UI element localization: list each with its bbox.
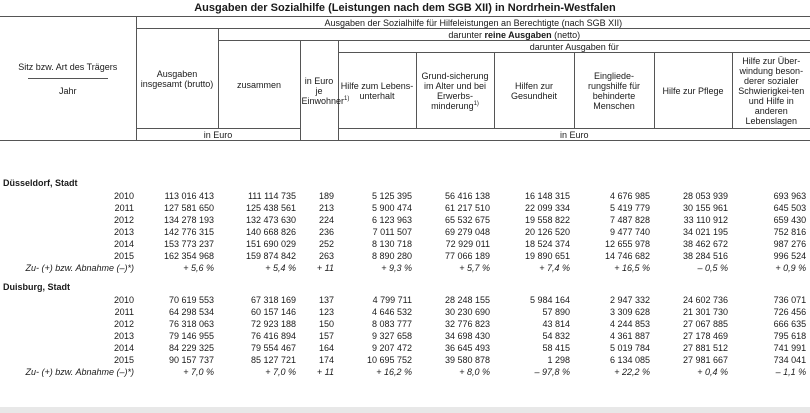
change-cell: + 5,6 %: [183, 263, 214, 273]
value-cell: 736 071: [773, 295, 807, 305]
value-cell: 734 041: [773, 355, 807, 365]
change-cell: + 5,7 %: [459, 263, 490, 273]
value-cell: 79 146 955: [168, 331, 214, 341]
table-row: [0, 202, 810, 214]
value-cell: 645 503: [773, 203, 807, 213]
value-cell: 1 298: [547, 355, 570, 365]
value-cell: 174: [318, 355, 334, 365]
value-cell: 76 318 063: [168, 319, 214, 329]
value-cell: 151 690 029: [245, 239, 296, 249]
value-cell: 27 881 512: [682, 343, 728, 353]
value-cell: 33 110 912: [683, 215, 728, 225]
value-cell: 4 361 887: [609, 331, 650, 341]
header-col-gesundheit: Hilfen zur Gesundheit: [494, 53, 574, 129]
value-cell: 224: [318, 215, 334, 225]
change-row: [0, 262, 810, 274]
header-net: darunter reine Ausgaben (netto): [218, 29, 810, 41]
year-cell: 2015: [113, 251, 134, 261]
table-header: [0, 16, 810, 141]
change-cell: + 7,4 %: [539, 263, 570, 273]
value-cell: 132 473 630: [245, 215, 296, 225]
change-cell: + 7,0 %: [183, 367, 214, 377]
value-cell: 60 157 146: [250, 307, 296, 317]
value-cell: 21 301 730: [682, 307, 728, 317]
value-cell: 39 580 878: [444, 355, 490, 365]
value-cell: 8 890 280: [371, 251, 412, 261]
value-cell: 157: [318, 331, 334, 341]
change-cell: + 5,4 %: [265, 263, 296, 273]
unit-right: in Euro: [338, 129, 810, 141]
value-cell: 4 244 853: [609, 319, 650, 329]
value-cell: 162 354 968: [163, 251, 214, 261]
value-cell: 28 053 939: [682, 191, 728, 201]
value-cell: 150: [318, 319, 334, 329]
value-cell: 5 900 474: [371, 203, 412, 213]
value-cell: 30 155 961: [682, 203, 728, 213]
value-cell: 113 016 413: [164, 191, 214, 201]
table-row: [0, 330, 810, 342]
change-cell: + 22,2 %: [614, 367, 650, 377]
change-cell: + 7,0 %: [265, 367, 296, 377]
value-cell: 795 618: [773, 331, 807, 341]
value-cell: 8 083 777: [371, 319, 412, 329]
value-cell: 726 456: [773, 307, 807, 317]
value-cell: 741 991: [773, 343, 807, 353]
table-body: [0, 176, 810, 378]
value-cell: 34 021 195: [682, 227, 728, 237]
value-cell: 236: [318, 227, 334, 237]
value-cell: 6 123 963: [371, 215, 412, 225]
value-cell: 90 157 737: [168, 355, 214, 365]
bottom-scroll-bar: [0, 407, 810, 413]
value-cell: 38 284 516: [682, 251, 728, 261]
table-row: [0, 294, 810, 306]
year-cell: 2014: [113, 239, 134, 249]
value-cell: 58 415: [542, 343, 570, 353]
value-cell: 693 963: [773, 191, 807, 201]
value-cell: 61 217 510: [444, 203, 490, 213]
change-cell: – 0,5 %: [697, 263, 728, 273]
value-cell: 125 438 561: [245, 203, 296, 213]
change-cell: + 9,3 %: [381, 263, 412, 273]
value-cell: 7 487 828: [609, 215, 650, 225]
change-cell: – 1,1 %: [775, 367, 807, 377]
value-cell: 111 114 735: [247, 191, 296, 201]
change-cell: + 11: [316, 263, 334, 273]
change-row: [0, 366, 810, 378]
value-cell: 2 947 332: [609, 295, 650, 305]
table-row: [0, 306, 810, 318]
value-cell: 36 645 493: [444, 343, 490, 353]
value-cell: 153 773 237: [163, 239, 214, 249]
value-cell: 27 981 667: [682, 355, 728, 365]
year-cell: 2012: [113, 319, 134, 329]
stub-header-top: Sitz bzw. Art des Trägers: [18, 61, 118, 72]
value-cell: 9 477 740: [609, 227, 650, 237]
change-cell: – 97,8 %: [534, 367, 570, 377]
value-cell: 5 419 779: [609, 203, 650, 213]
value-cell: 252: [318, 239, 334, 249]
value-cell: 34 698 430: [444, 331, 490, 341]
value-cell: 4 799 711: [372, 295, 412, 305]
change-cell: + 0,4 %: [697, 367, 728, 377]
value-cell: 10 695 752: [366, 355, 412, 365]
value-cell: 8 130 718: [371, 239, 412, 249]
table-row: [0, 214, 810, 226]
value-cell: 134 278 193: [163, 215, 214, 225]
value-cell: 4 676 985: [609, 191, 650, 201]
value-cell: 69 279 048: [444, 227, 490, 237]
header-col-sonstige: Hilfe zur Über-windung beson-derer sozialer Schwierigkei-ten und Hilfe in anderen Lebenslagen: [732, 53, 810, 129]
value-cell: 16 148 315: [524, 191, 570, 201]
value-cell: 18 524 374: [524, 239, 570, 249]
value-cell: 5 125 395: [371, 191, 412, 201]
value-cell: 14 746 682: [604, 251, 650, 261]
value-cell: 32 776 823: [444, 319, 490, 329]
year-cell: 2013: [113, 331, 134, 341]
value-cell: 9 207 472: [371, 343, 412, 353]
year-cell: 2015: [113, 355, 134, 365]
table-row: [0, 226, 810, 238]
year-cell: 2011: [114, 203, 134, 213]
value-cell: 43 814: [542, 319, 570, 329]
change-label: Zu- (+) bzw. Abnahme (–)*): [25, 263, 134, 273]
table-row: [0, 190, 810, 202]
value-cell: 27 067 885: [682, 319, 728, 329]
value-cell: 56 416 138: [444, 191, 490, 201]
change-cell: + 0,9 %: [775, 263, 807, 273]
value-cell: 140 668 826: [245, 227, 296, 237]
value-cell: 67 318 169: [250, 295, 296, 305]
table-row: [0, 250, 810, 262]
value-cell: 19 558 822: [524, 215, 570, 225]
header-gross: Ausgaben insgesamt (brutto): [136, 29, 218, 129]
section-header-row: [0, 280, 810, 294]
value-cell: 5 019 784: [609, 343, 650, 353]
value-cell: 85 127 721: [250, 355, 296, 365]
value-cell: 76 416 894: [250, 331, 296, 341]
change-cell: + 16,5 %: [614, 263, 650, 273]
value-cell: 30 230 690: [444, 307, 490, 317]
value-cell: 137: [318, 295, 334, 305]
value-cell: 54 832: [542, 331, 570, 341]
value-cell: 79 554 467: [250, 343, 296, 353]
value-cell: 19 890 651: [524, 251, 570, 261]
value-cell: 752 816: [773, 227, 807, 237]
value-cell: 70 619 553: [168, 295, 214, 305]
value-cell: 7 011 507: [372, 227, 412, 237]
header-col-grundsicherung: Grund-sicherung im Alter und bei Erwerbs-minderung$^{1)}$: [416, 53, 494, 129]
value-cell: 666 635: [773, 319, 807, 329]
value-cell: 164: [318, 343, 334, 353]
header-col-lebensunterhalt: Hilfe zum Lebens-unterhalt: [338, 53, 416, 129]
section-title: Düsseldorf, Stadt: [3, 178, 78, 188]
change-cell: + 11: [316, 367, 334, 377]
value-cell: 65 532 675: [444, 215, 490, 225]
value-cell: 142 776 315: [163, 227, 214, 237]
year-cell: 2012: [113, 215, 134, 225]
value-cell: 24 602 736: [682, 295, 728, 305]
value-cell: 72 929 011: [445, 239, 490, 249]
document-title: Ausgaben der Sozialhilfe (Leistungen nach dem SGB XII) in Nordrhein-Westfalen: [194, 2, 616, 14]
stub-header-cell: [0, 17, 136, 141]
section-title: Duisburg, Stadt: [3, 282, 70, 292]
value-cell: 12 655 978: [604, 239, 650, 249]
value-cell: 213: [318, 203, 334, 213]
header-total: zusammen: [218, 41, 300, 129]
value-cell: 6 134 085: [609, 355, 650, 365]
value-cell: 123: [318, 307, 334, 317]
year-cell: 2013: [113, 227, 134, 237]
value-cell: 57 890: [542, 307, 570, 317]
year-cell: 2010: [113, 191, 134, 201]
value-cell: 4 646 532: [371, 307, 412, 317]
stub-divider: [28, 78, 108, 79]
value-cell: 22 099 334: [524, 203, 570, 213]
table-row: [0, 342, 810, 354]
unit-left: in Euro: [136, 129, 300, 141]
header-per-capita: in Euro je Einwohner$^{1)}$: [300, 41, 338, 141]
table-row: [0, 354, 810, 366]
header-col-eingliederung: Eingliede-rungshilfe für behinderte Menschen: [574, 53, 654, 129]
value-cell: 263: [318, 251, 334, 261]
value-cell: 659 430: [773, 215, 807, 225]
value-cell: 28 248 155: [444, 295, 490, 305]
stub-header-bottom: Jahr: [58, 85, 77, 96]
year-cell: 2011: [114, 307, 134, 317]
value-cell: 77 066 189: [444, 251, 490, 261]
value-cell: 189: [318, 191, 334, 201]
year-cell: 2010: [113, 295, 134, 305]
header-col-pflege: Hilfe zur Pflege: [654, 53, 732, 129]
value-cell: 159 874 842: [245, 251, 296, 261]
value-cell: 84 229 325: [168, 343, 214, 353]
header-span-all: Ausgaben der Sozialhilfe für Hilfeleistungen an Berechtigte (nach SGB XII): [136, 17, 810, 29]
value-cell: 5 984 164: [529, 295, 570, 305]
year-cell: 2014: [113, 343, 134, 353]
table-row: [0, 238, 810, 250]
value-cell: 996 524: [773, 251, 807, 261]
value-cell: 987 276: [773, 239, 807, 249]
value-cell: 27 178 469: [682, 331, 728, 341]
value-cell: 3 309 628: [609, 307, 650, 317]
value-cell: 64 298 534: [168, 307, 214, 317]
value-cell: 72 923 188: [250, 319, 296, 329]
header-under: darunter Ausgaben für: [338, 41, 810, 53]
value-cell: 38 462 672: [682, 239, 728, 249]
change-cell: + 16,2 %: [376, 367, 412, 377]
table-row: [0, 318, 810, 330]
value-cell: 127 581 650: [163, 203, 214, 213]
value-cell: 9 327 658: [371, 331, 412, 341]
value-cell: 20 126 520: [524, 227, 570, 237]
section-header-row: [0, 176, 810, 190]
change-label: Zu- (+) bzw. Abnahme (–)*): [25, 367, 134, 377]
change-cell: + 8,0 %: [459, 367, 490, 377]
